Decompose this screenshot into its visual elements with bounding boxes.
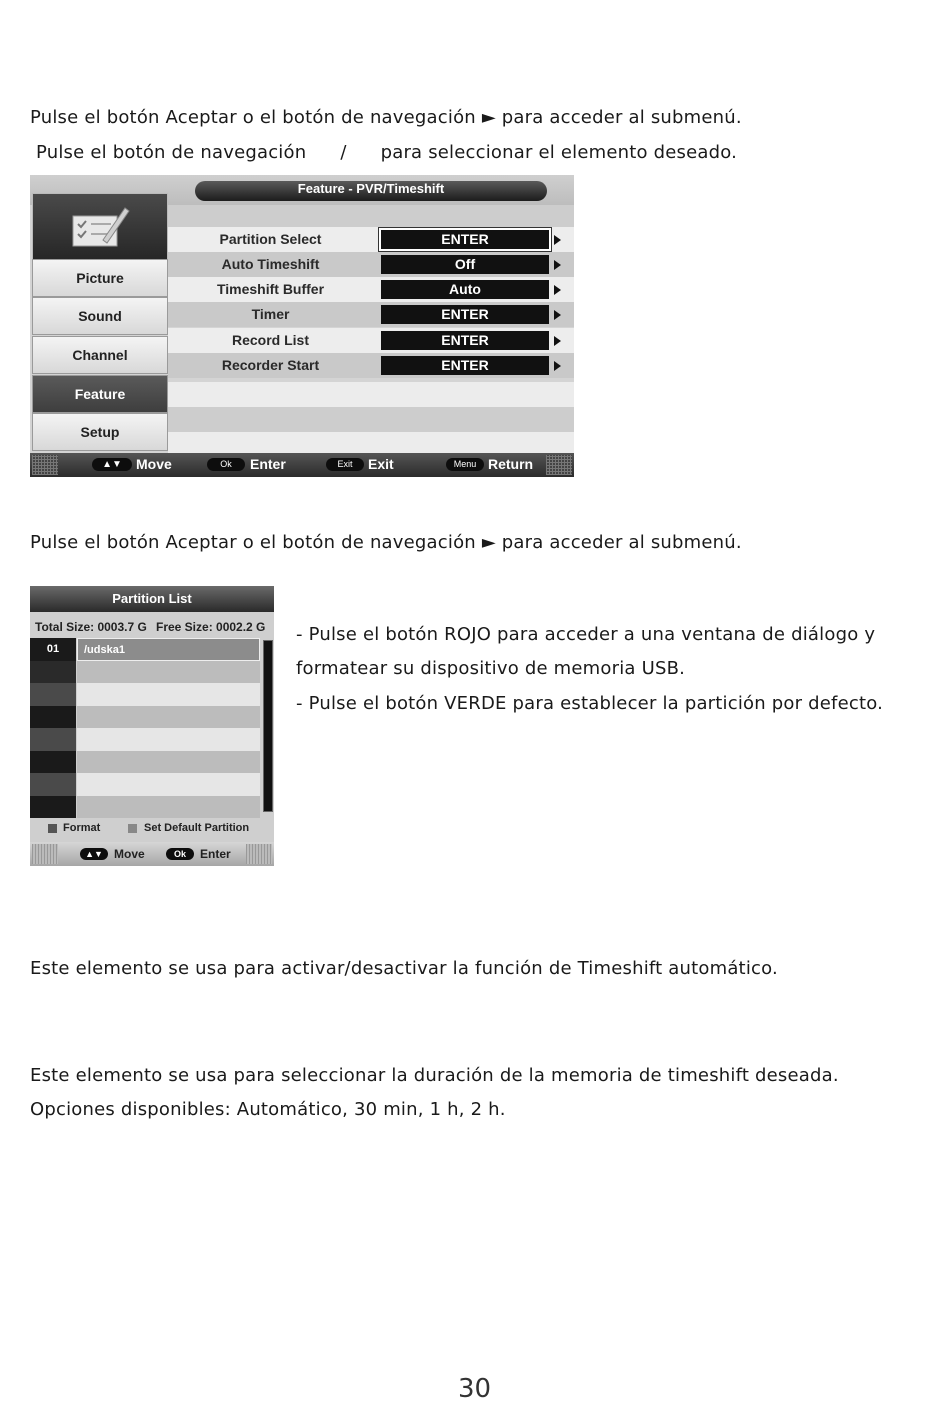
option-label: Record List xyxy=(231,332,309,348)
instruction-navigate-b: para seleccionar el elemento deseado. xyxy=(380,142,738,163)
grill-decoration xyxy=(32,455,58,475)
total-size: Total Size: 0003.7 G xyxy=(35,620,147,634)
bullet-red-button: - Pulse el botón ROJO para acceder a una ventana de diálogo y xyxy=(296,624,876,645)
hint-move: Move xyxy=(114,847,145,861)
sidebar-item-channel[interactable]: Channel xyxy=(32,336,168,374)
grill-decoration xyxy=(246,844,272,864)
option-record-list[interactable] xyxy=(168,328,574,353)
option-label: Auto Timeshift xyxy=(221,256,320,272)
red-button-icon xyxy=(48,824,57,833)
arrow-right-icon xyxy=(554,361,561,371)
arrow-right-icon xyxy=(554,260,561,270)
sidebar-item-setup[interactable]: Setup xyxy=(32,413,168,451)
instruction-navigate xyxy=(36,142,737,164)
partition-row[interactable] xyxy=(30,661,274,684)
instruction-submenu-2: Pulse el botón Aceptar o el botón de navegación ► para acceder al submenú. xyxy=(30,532,742,553)
bullet-green-button: - Pulse el botón VERDE para establecer la partición por defecto. xyxy=(296,693,884,714)
partition-row[interactable] xyxy=(30,683,274,706)
menu-options xyxy=(168,205,574,453)
option-timer[interactable] xyxy=(168,302,574,327)
instruction-navigate-sep: / xyxy=(340,142,347,163)
arrow-right-icon xyxy=(554,235,561,245)
arrow-right-icon xyxy=(554,336,561,346)
exit-key-icon: Exit xyxy=(326,458,364,471)
timeshift-buffer-options: Opciones disponibles: Automático, 30 min, 1 h, 2 h. xyxy=(30,1099,506,1120)
instruction-navigate-a: Pulse el botón de navegación xyxy=(36,142,307,163)
green-button-icon xyxy=(128,824,137,833)
ok-key-icon: Ok xyxy=(207,458,245,471)
menu-key-icon: Menu xyxy=(446,458,484,471)
menu-help-bar xyxy=(30,453,574,477)
sidebar-item-sound[interactable]: Sound xyxy=(32,297,168,335)
partition-sizes xyxy=(30,616,274,638)
free-size: Free Size: 0002.2 G xyxy=(156,620,266,634)
partition-row[interactable] xyxy=(30,773,274,796)
option-value[interactable]: ENTER xyxy=(381,331,549,350)
hint-exit: Exit xyxy=(368,456,394,472)
sidebar-item-picture[interactable]: Picture xyxy=(32,259,168,297)
option-recorder-start[interactable] xyxy=(168,353,574,378)
option-partition-select[interactable] xyxy=(168,227,574,252)
auto-timeshift-description: Este elemento se usa para activar/desactivar la función de Timeshift automático. xyxy=(30,958,778,979)
hint-enter: Enter xyxy=(250,456,286,472)
partition-row[interactable] xyxy=(30,751,274,774)
option-label: Recorder Start xyxy=(221,357,320,373)
move-key-icon: ▲▼ xyxy=(92,458,132,471)
legend-format: Format xyxy=(63,822,101,834)
page-number: 30 xyxy=(458,1374,492,1404)
option-value[interactable]: ENTER xyxy=(379,228,551,251)
partition-legend xyxy=(30,818,274,838)
bullet-red-button-cont: formatear su dispositivo de memoria USB. xyxy=(296,658,686,679)
partition-scrollbar[interactable] xyxy=(263,640,273,812)
option-label: Timeshift Buffer xyxy=(216,281,325,297)
grill-decoration xyxy=(32,844,58,864)
option-value[interactable]: ENTER xyxy=(381,305,549,324)
option-value[interactable]: Off xyxy=(381,255,549,274)
option-value[interactable]: Auto xyxy=(381,280,549,299)
partition-name: /udska1 xyxy=(77,638,260,661)
grill-decoration xyxy=(546,455,572,475)
arrow-right-icon xyxy=(554,310,561,320)
partition-row[interactable] xyxy=(30,638,274,661)
partition-list-screenshot xyxy=(30,586,274,866)
hint-move: Move xyxy=(136,456,172,472)
partition-number: 01 xyxy=(30,638,76,661)
option-label: Timer xyxy=(251,306,290,322)
arrow-right-icon xyxy=(554,285,561,295)
partition-row[interactable] xyxy=(30,796,274,819)
option-timeshift-buffer[interactable] xyxy=(168,277,574,302)
instruction-submenu: Pulse el botón Aceptar o el botón de navegación ► para acceder al submenú. xyxy=(30,107,742,128)
ok-key-icon: Ok xyxy=(166,848,194,860)
pvr-timeshift-menu-screenshot xyxy=(30,175,574,477)
timeshift-buffer-description: Este elemento se usa para seleccionar la duración de la memoria de timeshift deseada. xyxy=(30,1065,839,1086)
option-label: Partition Select xyxy=(219,231,322,247)
option-auto-timeshift[interactable] xyxy=(168,252,574,277)
menu-title: Feature - PVR/Timeshift xyxy=(195,181,547,201)
partition-row[interactable] xyxy=(30,706,274,729)
legend-set-default: Set Default Partition xyxy=(144,822,250,834)
partition-list-title: Partition List xyxy=(30,586,274,612)
partition-row[interactable] xyxy=(30,728,274,751)
option-value[interactable]: ENTER xyxy=(381,356,549,375)
sidebar-item-feature[interactable]: Feature xyxy=(32,375,168,413)
feature-category-icon xyxy=(32,193,168,261)
hint-enter: Enter xyxy=(200,847,231,861)
partition-help-bar xyxy=(30,842,274,866)
move-key-icon: ▲▼ xyxy=(80,848,108,860)
hint-return: Return xyxy=(488,456,534,472)
